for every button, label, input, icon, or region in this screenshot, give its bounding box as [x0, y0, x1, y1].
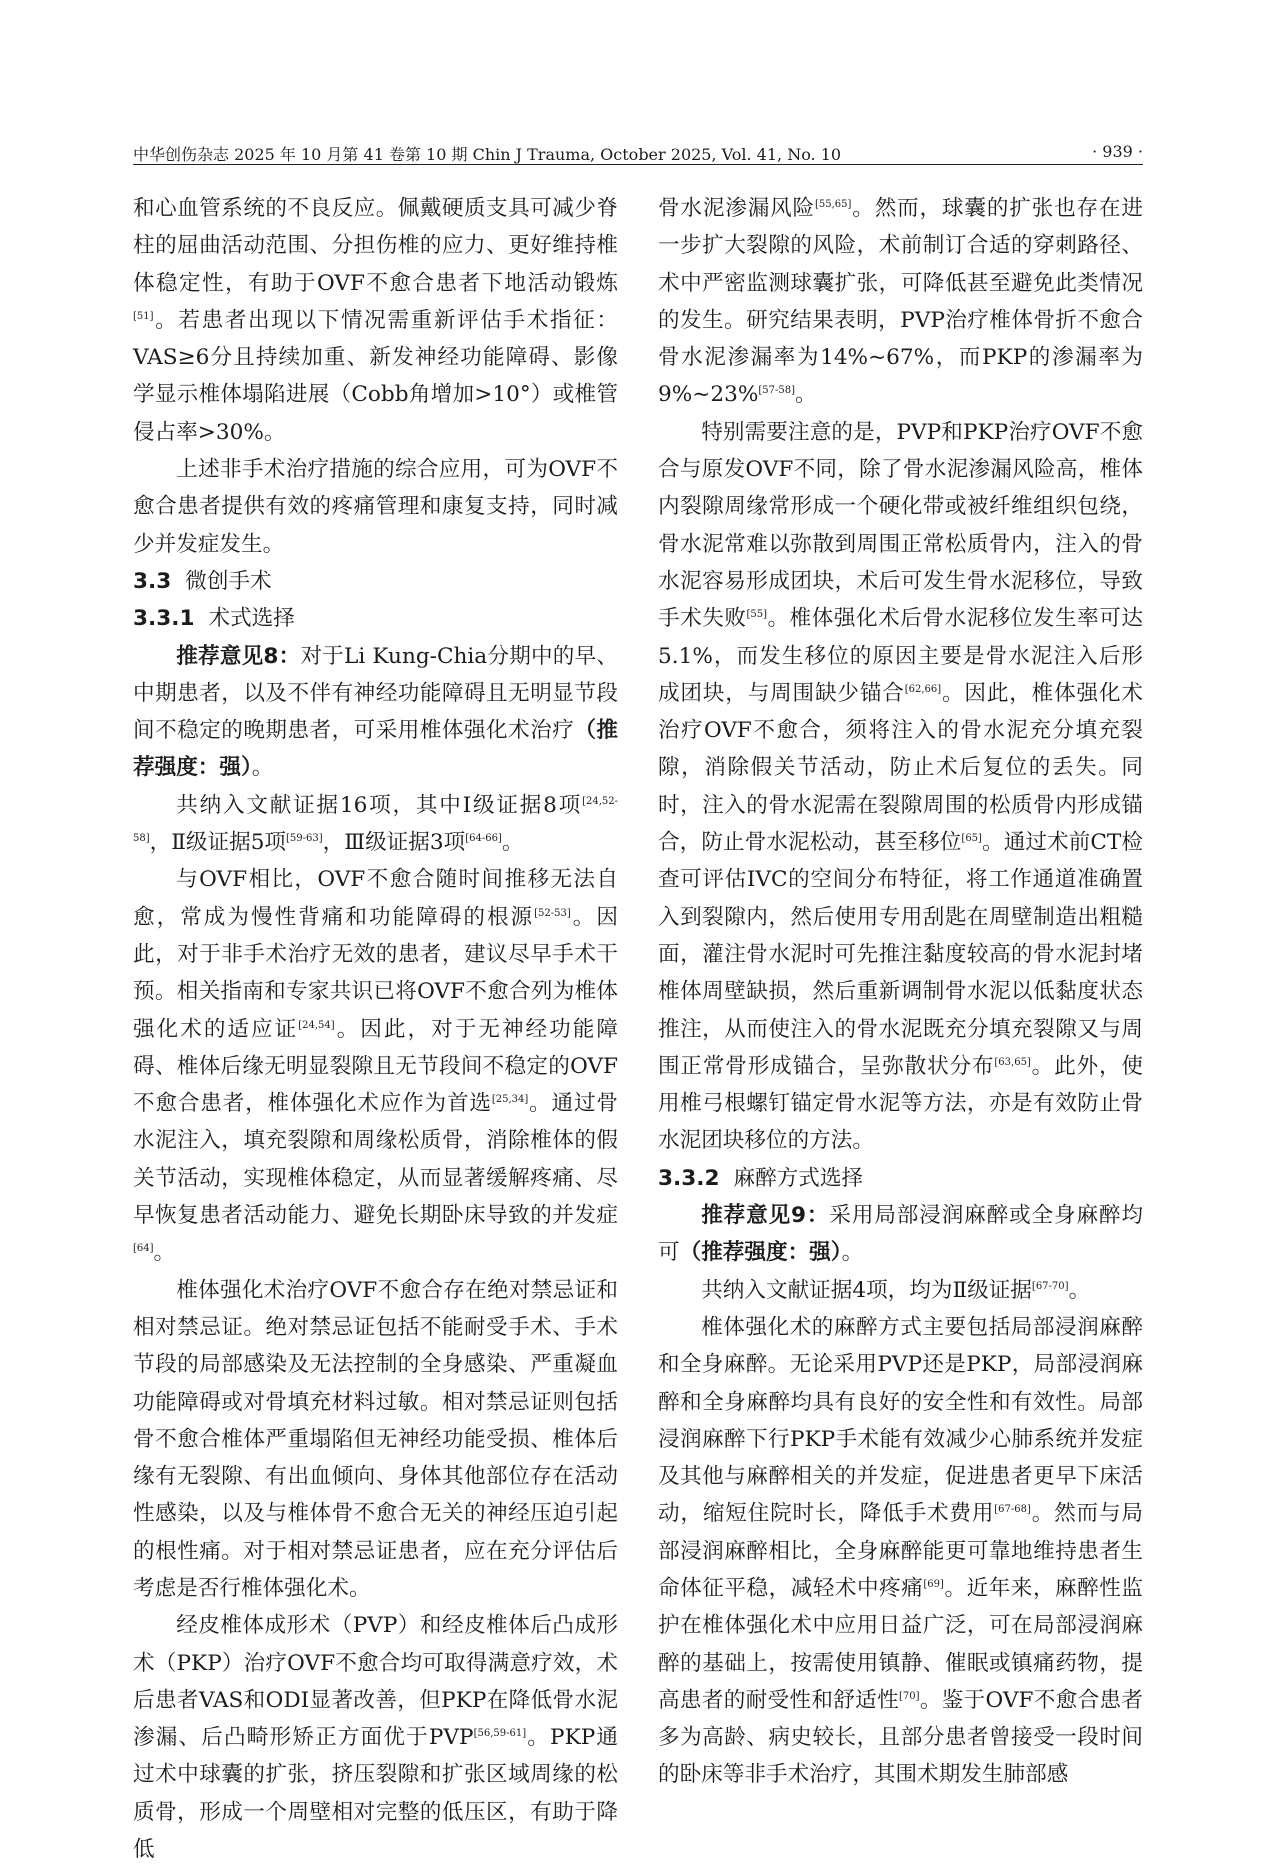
journal-citation: 中华创伤杂志 2025 年 10 月第 41 卷第 10 期 Chin J Trauma, October 2025, Vol. 41, No. 10 [133, 145, 842, 164]
text: 。因此，椎体强化术治疗OVF不愈合，须将注入的骨水泥充分填充裂隙，消除假关节活动，防止术后复位的丢失。同时，注入的骨水泥需在裂隙周围的松质骨内形成锚合，防止骨水泥松动，甚至移位 [658, 680, 1143, 856]
text: 采用局部浸润麻醉或全身麻醉均可 [658, 1203, 1143, 1266]
section-heading-3-3-1 [133, 600, 618, 637]
text: 椎体强化术的麻醉方式主要包括局部浸润麻醉和全身麻醉。无论采用PVP还是PKP，局部浸润麻醉和全身麻醉均具有良好的安全性和有效性。局部浸润麻醉下行PKP手术能有效减少心肺系统并发症及其他与麻醉相关的并发症，促进患者更早下床活动，缩短住院时长，降低手术费用 [658, 1314, 1143, 1527]
text: 。 [1068, 1277, 1091, 1303]
text: 。近年来，麻醉性监护在椎体强化术中应用日益广泛，可在局部浸润麻醉的基础上，按需使用镇静、催眠或镇痛药物，提高患者的耐受性和舒适性 [658, 1575, 1143, 1713]
evidence-summary [658, 1272, 1143, 1309]
citation: [62,66] [904, 683, 942, 695]
recommendation-8 [133, 638, 618, 787]
evidence-summary [133, 787, 618, 862]
recommendation-9 [658, 1197, 1143, 1272]
citation: [64-66] [465, 832, 502, 844]
section-title: 微创手术 [185, 568, 272, 594]
text: 经皮椎体成形术（PVP）和经皮椎体后凸成形术（PKP）治疗OVF不愈合均可取得满意疗效，术后患者VAS和ODI显著改善，但PKP在降低骨水泥渗漏、后凸畸形矫正方面优于PVP [133, 1613, 618, 1751]
citation: [59-63] [286, 832, 323, 844]
citation: [24,54] [298, 1019, 335, 1031]
citation: [63,65] [994, 1056, 1031, 1068]
paragraph: 椎体强化术治疗OVF不愈合存在绝对禁忌证和相对禁忌证。绝对禁忌证包括不能耐受手术、手术节段的局部感染及无法控制的全身感染、严重凝血功能障碍或对骨填充材料过敏。相对禁忌证则包括骨不愈合椎体严重塌陷但无神经功能受损、椎体后缘有无裂隙、有出血倾向、身体其他部位存在活动性感染，以及与椎体骨不愈合无关的神经压迫引起的根性痛。对于相对禁忌证患者，应在充分评估后考虑是否行椎体强化术。 [133, 1277, 618, 1601]
text: 共纳入文献证据16项，其中Ⅰ级证据8项 [176, 792, 583, 818]
citation: [65] [961, 832, 982, 844]
paragraph [658, 414, 1143, 1160]
recommendation-strength: （推荐强度：强） [133, 718, 618, 781]
text: 。 [795, 382, 817, 408]
paragraph [133, 190, 618, 451]
section-title: 术式选择 [208, 606, 295, 632]
citation: [25,34] [491, 1093, 529, 1105]
text: 共纳入文献证据4项，均为Ⅱ级证据 [701, 1277, 1032, 1303]
text: 。此外，使用椎弓根螺钉锚定骨水泥等方法，亦是有效防止骨水泥团块移位的方法。 [658, 1053, 1143, 1154]
text: 和心血管系统的不良反应。佩戴硬质支具可减少脊柱的屈曲活动范围、分担伤椎的应力、更好维持椎体稳定性，有助于OVF不愈合患者下地活动锻炼 [133, 196, 618, 296]
recommendation-label: 推荐意见9： [701, 1203, 830, 1229]
citation: [69] [923, 1578, 944, 1590]
text: 特别需要注意的是，PVP和PKP治疗OVF不愈合与原发OVF不同，除了骨水泥渗漏风险高，椎体内裂隙周缘常形成一个硬化带或被纤维组织包绕，骨水泥常难以弥散到周围正常松质骨内，注入的骨水泥容易形成团块，术后可发生骨水泥移位，导致手术失败 [658, 419, 1143, 632]
text: 。因此，对于无神经功能障碍、椎体后缘无明显裂隙且无节段间不稳定的OVF不愈合患者，椎体强化术应作为首选 [133, 1016, 618, 1117]
recommendation-strength: （推荐强度：强） [679, 1240, 842, 1266]
left-column [133, 190, 618, 1868]
citation: [55,65] [815, 198, 852, 210]
paragraph: 上述非手术治疗措施的综合应用，可为OVF不愈合患者提供有效的疼痛管理和康复支持，同时减少并发症发生。 [133, 457, 618, 557]
right-column [658, 190, 1143, 1794]
page-number: · 939 · [1092, 142, 1143, 161]
text: 对于Li Kung-Chia分期中的早、中期患者，以及不伴有神经功能障碍且无明显节段间不稳定的晚期患者，可采用椎体强化术治疗 [133, 643, 618, 744]
section-number: 3.3.2 [658, 1165, 720, 1191]
citation: [52-53] [534, 907, 571, 919]
citation: [24,52-58] [133, 795, 618, 844]
header-rule [133, 164, 1143, 165]
citation: [64] [133, 1243, 154, 1255]
text: 与OVF相比，OVF不愈合随时间推移无法自愈，常成为慢性背痛和功能障碍的根源 [133, 867, 618, 930]
text: 骨水泥渗漏风险 [658, 196, 815, 221]
citation: [67-68] [994, 1504, 1031, 1516]
section-number: 3.3.1 [133, 606, 195, 632]
text: 。 [501, 830, 524, 856]
paragraph [658, 190, 1143, 414]
text: 。 [841, 1240, 864, 1266]
text: ，Ⅱ级证据5项 [149, 830, 287, 856]
paragraph [133, 1607, 618, 1868]
text: 。鉴于OVF不愈合患者多为高龄、病史较长，且部分患者曾接受一段时间的卧床等非手术治疗，其围术期发生肺部感 [658, 1687, 1143, 1788]
text: 。PKP通过术中球囊的扩张，挤压裂隙和扩张区域周缘的松质骨，形成一个周壁相对完整的低压区，有助于降低 [133, 1725, 618, 1863]
section-number: 3.3 [133, 568, 172, 594]
text: 。通过术前CT检查可评估IVC的空间分布特征，将工作通道准确置入到裂隙内，然后使用专用刮匙在周壁制造出粗糙面，灌注骨水泥时可先推注黏度较高的骨水泥封堵椎体周壁缺损，然后重新调制骨水泥以低黏度状态推注，从而使注入的骨水泥既充分填充裂隙又与周围正常骨形成锚合，呈弥散状分布 [658, 830, 1143, 1079]
text: 。 [153, 1240, 176, 1266]
citation: [57-58] [758, 385, 795, 397]
text: 。然而，球囊的扩张也存在进一步扩大裂隙的风险，术前制订合适的穿刺路径、术中严密监测球囊扩张，可降低甚至避免此类情况的发生。研究结果表明，PVP治疗椎体骨折不愈合骨水泥渗漏率为14%~67%，而PKP的渗漏率为9%~23% [658, 196, 1143, 408]
citation: [51] [133, 310, 154, 322]
section-heading-3-3-2 [658, 1160, 1143, 1197]
text: 。然而与局部浸润麻醉相比，全身麻醉能更可靠地维持患者生命体征平稳，减轻术中疼痛 [658, 1501, 1143, 1601]
citation: [70] [898, 1690, 920, 1702]
section-heading-3-3 [133, 563, 618, 600]
text: 。椎体强化术后骨水泥移位发生率可达5.1%，而发生移位的原因主要是骨水泥注入后形成团块，与周围缺少锚合 [658, 606, 1143, 706]
citation: [67-70] [1031, 1280, 1069, 1292]
section-title: 麻醉方式选择 [733, 1165, 864, 1191]
text: ，Ⅲ级证据3项 [322, 830, 466, 856]
text: 。若患者出现以下情况需重新评估手术指征：VAS≥6分且持续加重、新发神经功能障碍、影像学显示椎体塌陷进展（Cobb角增加>10°）或椎管侵占率>30%。 [133, 307, 618, 445]
citation: [56,59-61] [473, 1727, 527, 1739]
text: 。通过骨水泥注入，填充裂隙和周缘松质骨，消除椎体的假关节活动，实现椎体稳定，从而显著缓解疼痛、尽早恢复患者活动能力、避免长期卧床导致的并发症 [133, 1091, 618, 1229]
text: 。 [251, 755, 274, 781]
citation: [55] [746, 609, 767, 621]
recommendation-label: 推荐意见8： [176, 643, 301, 669]
running-header [133, 138, 1143, 168]
text: 。因此，对于非手术治疗无效的患者，建议尽早手术干预。相关指南和专家共识已将OVF不愈合列为椎体强化术的适应证 [133, 904, 618, 1042]
paragraph [133, 861, 618, 1271]
paragraph [658, 1309, 1143, 1794]
